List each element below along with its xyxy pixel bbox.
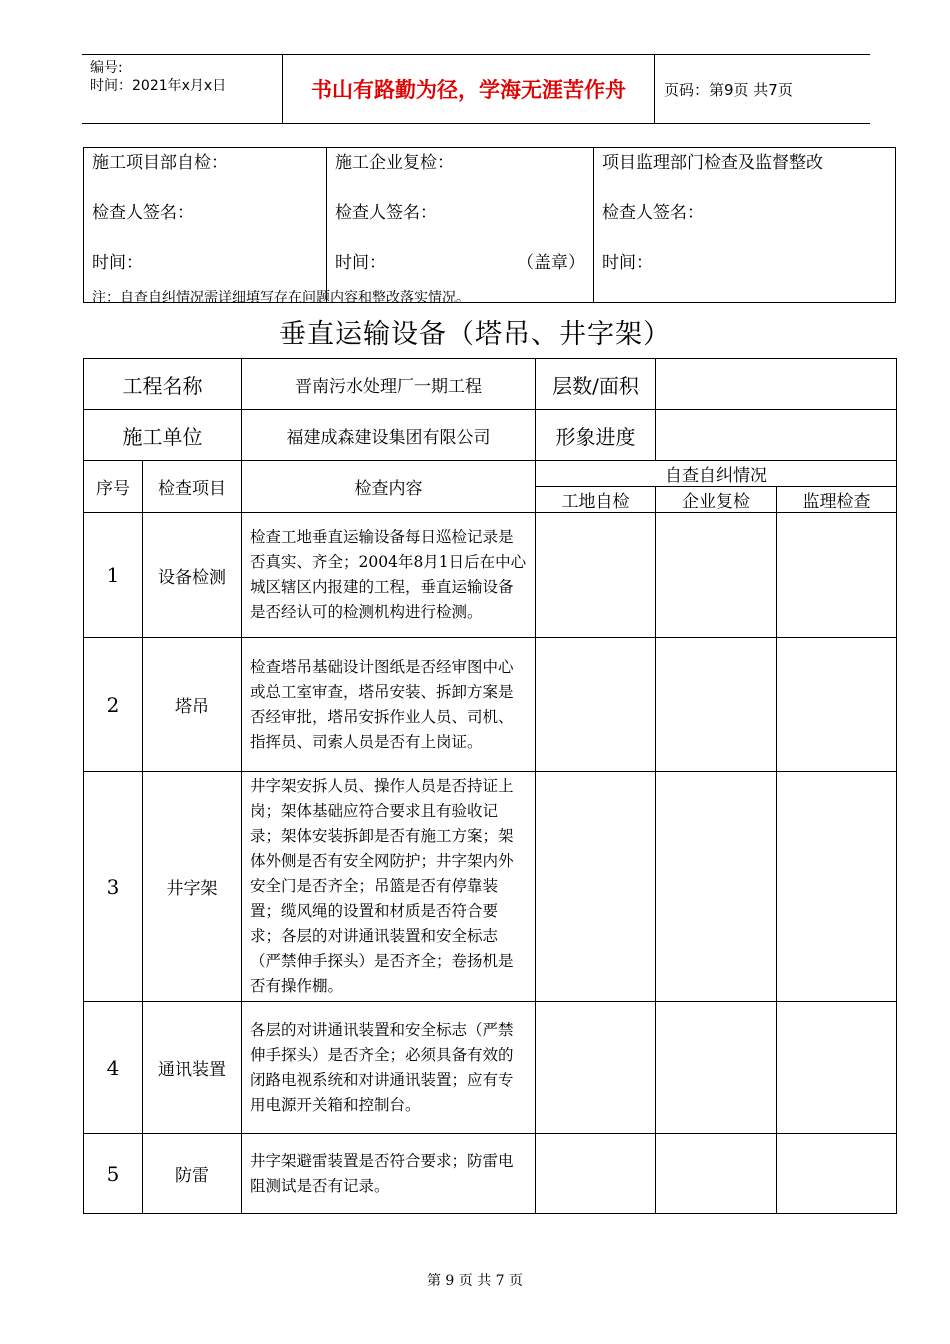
table-row — [84, 638, 897, 772]
row-site-cell — [536, 1002, 656, 1134]
row-seq: 4 — [84, 1002, 143, 1134]
row-supervision-cell — [777, 1134, 897, 1214]
time-label: 时间：2021年x月x日 — [90, 78, 227, 94]
col-self-check: 自查自纠情况 — [536, 461, 897, 487]
row-company-cell — [656, 1134, 777, 1214]
row-seq: 3 — [84, 772, 143, 1002]
time-label: 时间： — [602, 253, 653, 273]
row-content: 各层的对讲通讯装置和安全标志（严禁伸手探头）是否齐全；必须具备有效的闭路电视系统和对讲通讯装置；应有专用电源开关箱和控制台。 — [242, 1002, 536, 1134]
row-company-cell — [656, 1002, 777, 1134]
signature-table — [83, 147, 896, 303]
row-supervision-cell — [777, 772, 897, 1002]
row-company-cell — [656, 772, 777, 1002]
stamp-label: （盖章） — [517, 253, 585, 273]
col-content: 检查内容 — [242, 461, 536, 513]
row-site-cell — [536, 772, 656, 1002]
code-label: 编号: — [90, 60, 123, 76]
table-row — [84, 1002, 897, 1134]
row-content: 井字架避雷装置是否符合要求；防雷电阻测试是否有记录。 — [242, 1134, 536, 1214]
progress-value — [656, 410, 897, 461]
row-item: 设备检测 — [143, 513, 242, 638]
row-content: 井字架安拆人员、操作人员是否持证上岗；架体基础应符合要求且有验收记录；架体安装拆卸是否有施工方案；架体外侧是否有安全网防护；井字架内外安全门是否齐全；吊篮是否有停靠装置；缆风绳的设置和材质是否符合要求；各层的对讲通讯装置和安全标志（严禁伸手探头）是否齐全；卷扬机是否有操作棚。 — [242, 772, 536, 1002]
row-content: 检查工地垂直运输设备每日巡检记录是否真实、齐全；2004年8月1日后在中心城区辖区内报建的工程，垂直运输设备是否经认可的检测机构进行检测。 — [242, 513, 536, 638]
signer-label: 检查人签名： — [335, 203, 437, 223]
row-seq: 1 — [84, 513, 143, 638]
floors-value — [656, 359, 897, 410]
signature-title: 施工项目部自检： — [92, 153, 228, 173]
row-company-cell — [656, 638, 777, 772]
row-supervision-cell — [777, 513, 897, 638]
row-seq: 5 — [84, 1134, 143, 1214]
row-item: 通讯装置 — [143, 1002, 242, 1134]
row-seq: 2 — [84, 638, 143, 772]
row-supervision-cell — [777, 1002, 897, 1134]
progress-label: 形象进度 — [536, 410, 656, 461]
signer-label: 检查人签名： — [92, 203, 194, 223]
row-supervision-cell — [777, 638, 897, 772]
time-label: 时间： — [335, 253, 386, 273]
row-item: 塔吊 — [143, 638, 242, 772]
motto: 书山有路勤为径，学海无涯苦作舟 — [282, 55, 655, 123]
unit-label: 施工单位 — [84, 410, 242, 461]
signature-cell-company — [327, 148, 594, 303]
row-item: 防雷 — [143, 1134, 242, 1214]
col-seq: 序号 — [84, 461, 143, 513]
row-site-cell — [536, 638, 656, 772]
table-row — [84, 513, 897, 638]
signature-cell-site — [84, 148, 327, 303]
table-row — [84, 1134, 897, 1214]
col-supervision: 监理检查 — [777, 487, 897, 513]
col-site: 工地自检 — [536, 487, 656, 513]
time-label: 时间： — [92, 253, 143, 273]
inspection-table — [83, 358, 897, 1214]
row-company-cell — [656, 513, 777, 638]
project-name-label: 工程名称 — [84, 359, 242, 410]
unit-value: 福建成森建设集团有限公司 — [242, 410, 536, 461]
col-item: 检查项目 — [143, 461, 242, 513]
page-footer: 第 9 页 共 7 页 — [426, 1273, 524, 1289]
page-info: 页码：第9页 共7页 — [664, 80, 793, 99]
row-site-cell — [536, 1134, 656, 1214]
page-title: 垂直运输设备（塔吊、井字架） — [279, 319, 671, 350]
header-meta — [90, 59, 226, 95]
signer-label: 检查人签名： — [602, 203, 704, 223]
project-name-value: 晋南污水处理厂一期工程 — [242, 359, 536, 410]
page-header — [82, 54, 870, 124]
signature-title: 项目监理部门检查及监督整改 — [602, 153, 823, 173]
row-content: 检查塔吊基础设计图纸是否经审图中心或总工室审查，塔吊安装、拆卸方案是否经审批，塔吊安拆作业人员、司机、指挥员、司索人员是否有上岗证。 — [242, 638, 536, 772]
row-site-cell — [536, 513, 656, 638]
col-company: 企业复检 — [656, 487, 777, 513]
table-row — [84, 772, 897, 1002]
row-item: 井字架 — [143, 772, 242, 1002]
signature-cell-supervision — [594, 148, 896, 303]
note: 注：自查自纠情况需详细填写存在问题内容和整改落实情况。 — [92, 290, 470, 306]
signature-title: 施工企业复检： — [335, 153, 454, 173]
floors-label: 层数/面积 — [536, 359, 656, 410]
